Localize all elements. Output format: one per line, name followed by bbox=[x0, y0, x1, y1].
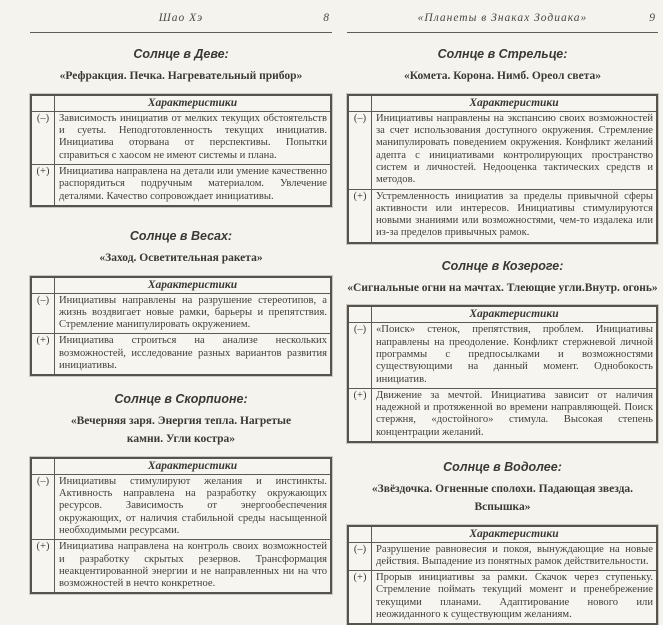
characteristic-text: Инициатива направлена на детали или умение качественно распорядиться подручным материалом. Увлечение деталями. Качество сопровождает инициативы. bbox=[55, 164, 332, 205]
characteristic-text: Инициатива направлена на контроль своих возможностей и разработку скрытых резервов. Трансформация неакцентированной энергии и не направленных ни на что возможностей в нечто конкретное. bbox=[55, 540, 332, 594]
plus-marker: (+) bbox=[348, 189, 372, 243]
book-page-left bbox=[30, 12, 332, 594]
characteristic-text: Инициатива строиться на анализе нескольких возможностей, исследование разных вариантов развития инициативы. bbox=[55, 334, 332, 375]
book-page-right bbox=[347, 12, 658, 625]
table-row bbox=[348, 111, 657, 189]
minus-marker: (–) bbox=[31, 293, 55, 334]
characteristic-text: Инициативы направлены на разрушение стереотипов, а жизнь воздвигает новые рамки, барьеры и препятствия. Стремление манипулировать окружением. bbox=[55, 293, 332, 334]
plus-marker: (+) bbox=[348, 571, 372, 625]
table-row bbox=[31, 334, 331, 375]
section-subtitle-scorpio: «Вечерняя заря. Энергия тепла. Нагретые камни. Угли костра» bbox=[70, 415, 292, 446]
characteristic-text: «Поиск» стенок, препятствия, проблем. Инициативы направлены на преодоление. Конфликт стержневой личной программы с предпосылками и возможностями существующими на данный момент. Однобокость инициатив. bbox=[372, 323, 658, 388]
section-title-aquarius: Солнце в Водолее: bbox=[443, 459, 562, 474]
characteristics-table-sagittarius bbox=[347, 94, 658, 244]
section-subtitle-sagittarius: «Комета. Корона. Нимб. Ореол света» bbox=[403, 70, 602, 82]
minus-marker: (–) bbox=[31, 474, 55, 539]
table-header-label: Характеристики bbox=[55, 458, 332, 475]
section-title-virgo: Солнце в Деве: bbox=[133, 47, 229, 61]
running-head-right bbox=[347, 12, 658, 29]
empty-corner-cell bbox=[31, 458, 55, 475]
characteristics-table-capricorn bbox=[347, 305, 658, 443]
table-row bbox=[31, 540, 331, 594]
table-header-row bbox=[31, 95, 331, 112]
characteristic-text: Разрушение равновесия и покоя, вынуждающие на новые действия. Выпадение из понятных рамок действительности. bbox=[372, 542, 658, 571]
section-title-sagittarius: Солнце в Стрельце: bbox=[437, 47, 568, 61]
characteristic-text: Прорыв инициативы за рамки. Скачок через ступеньку. Стремление поймать текущий момент и пренебрежение текущими планами. Адаптирование нового или неожиданного к существующим желаниям. bbox=[372, 571, 658, 625]
running-head-left bbox=[30, 12, 332, 29]
characteristic-text: Инициативы направлены на экспансию своих возможностей за счет использования доступного окружения. Стремление манипулировать поведением окружения. Конфликт желаний адепта с инициативами контролирующих пространство систем и личностей. Недооценка тактических средств и методов. bbox=[372, 111, 658, 189]
plus-marker: (+) bbox=[31, 164, 55, 205]
empty-corner-cell bbox=[348, 306, 372, 323]
minus-marker: (–) bbox=[31, 111, 55, 164]
table-header-label: Характеристики bbox=[55, 95, 332, 112]
characteristics-table-libra bbox=[30, 276, 332, 377]
running-head-title: Шао Хэ bbox=[158, 12, 204, 24]
empty-corner-cell bbox=[31, 95, 55, 112]
table-row bbox=[31, 111, 331, 164]
table-header-row bbox=[31, 277, 331, 294]
table-row bbox=[348, 388, 657, 442]
table-row bbox=[31, 474, 331, 539]
plus-marker: (+) bbox=[31, 334, 55, 375]
section-title-libra: Солнце в Весах: bbox=[129, 228, 233, 243]
characteristics-table-scorpio bbox=[30, 457, 332, 595]
table-row bbox=[348, 542, 657, 571]
table-row bbox=[348, 571, 657, 625]
section-title-scorpio: Солнце в Скорпионе: bbox=[114, 392, 248, 407]
minus-marker: (–) bbox=[348, 323, 372, 388]
table-header-label: Характеристики bbox=[372, 526, 658, 543]
header-rule bbox=[30, 32, 332, 33]
page-number: 8 bbox=[323, 12, 329, 24]
table-header-row bbox=[348, 306, 657, 323]
table-row bbox=[348, 323, 657, 388]
table-header-label: Характеристики bbox=[55, 277, 332, 294]
minus-marker: (–) bbox=[348, 542, 372, 571]
table-row bbox=[31, 293, 331, 334]
plus-marker: (+) bbox=[348, 388, 372, 442]
empty-corner-cell bbox=[31, 277, 55, 294]
table-header-label: Характеристики bbox=[372, 95, 658, 112]
table-row bbox=[31, 164, 331, 205]
characteristic-text: Зависимость инициатив от мелких текущих обстоятельств и суеты. Неподготовленность текущих инициатив. Инициатива оторвана от перспективы. Попытки справиться с хаосом не имеют системы и плана. bbox=[55, 111, 332, 164]
table-header-row bbox=[31, 458, 331, 475]
empty-corner-cell bbox=[348, 95, 372, 112]
characteristic-text: Инициативы стимулируют желания и инстинкты. Активность направлена на разработку окружающих ресурсов. Зависимость от энергообеспечения окружающих, от наличия стабильной среды насыщенной необходимыми ресурсами. bbox=[55, 474, 332, 539]
characteristics-table-virgo bbox=[30, 94, 332, 207]
section-subtitle-libra: «Заход. Осветительная ракета» bbox=[99, 251, 263, 264]
characteristic-text: Движение за мечтой. Инициатива зависит от наличия надежной и протяженной во времени направляющей. Поиск стержня, «достойного» стимула. Высокая степень концентрации желаний. bbox=[372, 388, 658, 442]
section-subtitle-aquarius: «Звёздочка. Огненные сполохи. Падающая звезда. Вспышка» bbox=[371, 482, 634, 513]
page-number: 9 bbox=[649, 12, 655, 24]
table-header-row bbox=[348, 95, 657, 112]
running-head-title: «Планеты в Знаках Зодиака» bbox=[417, 12, 588, 24]
section-subtitle-capricorn: «Сигнальные огни на мачтах. Тлеющие угли.Внутр. огонь» bbox=[347, 281, 658, 294]
characteristic-text: Устремленность инициатив за пределы привычной сферы активности или интересов. Инициативы стимулируются новыми знаниями или возможностями, чем-то издалека или из-за пределов привычных рамок. bbox=[372, 189, 658, 243]
header-rule bbox=[347, 32, 658, 33]
plus-marker: (+) bbox=[31, 540, 55, 594]
table-row bbox=[348, 189, 657, 243]
table-header-label: Характеристики bbox=[372, 306, 658, 323]
minus-marker: (–) bbox=[348, 111, 372, 189]
section-subtitle-virgo: «Рефракция. Печка. Нагревательный прибор» bbox=[59, 70, 303, 82]
section-title-capricorn: Солнце в Козероге: bbox=[441, 258, 564, 273]
